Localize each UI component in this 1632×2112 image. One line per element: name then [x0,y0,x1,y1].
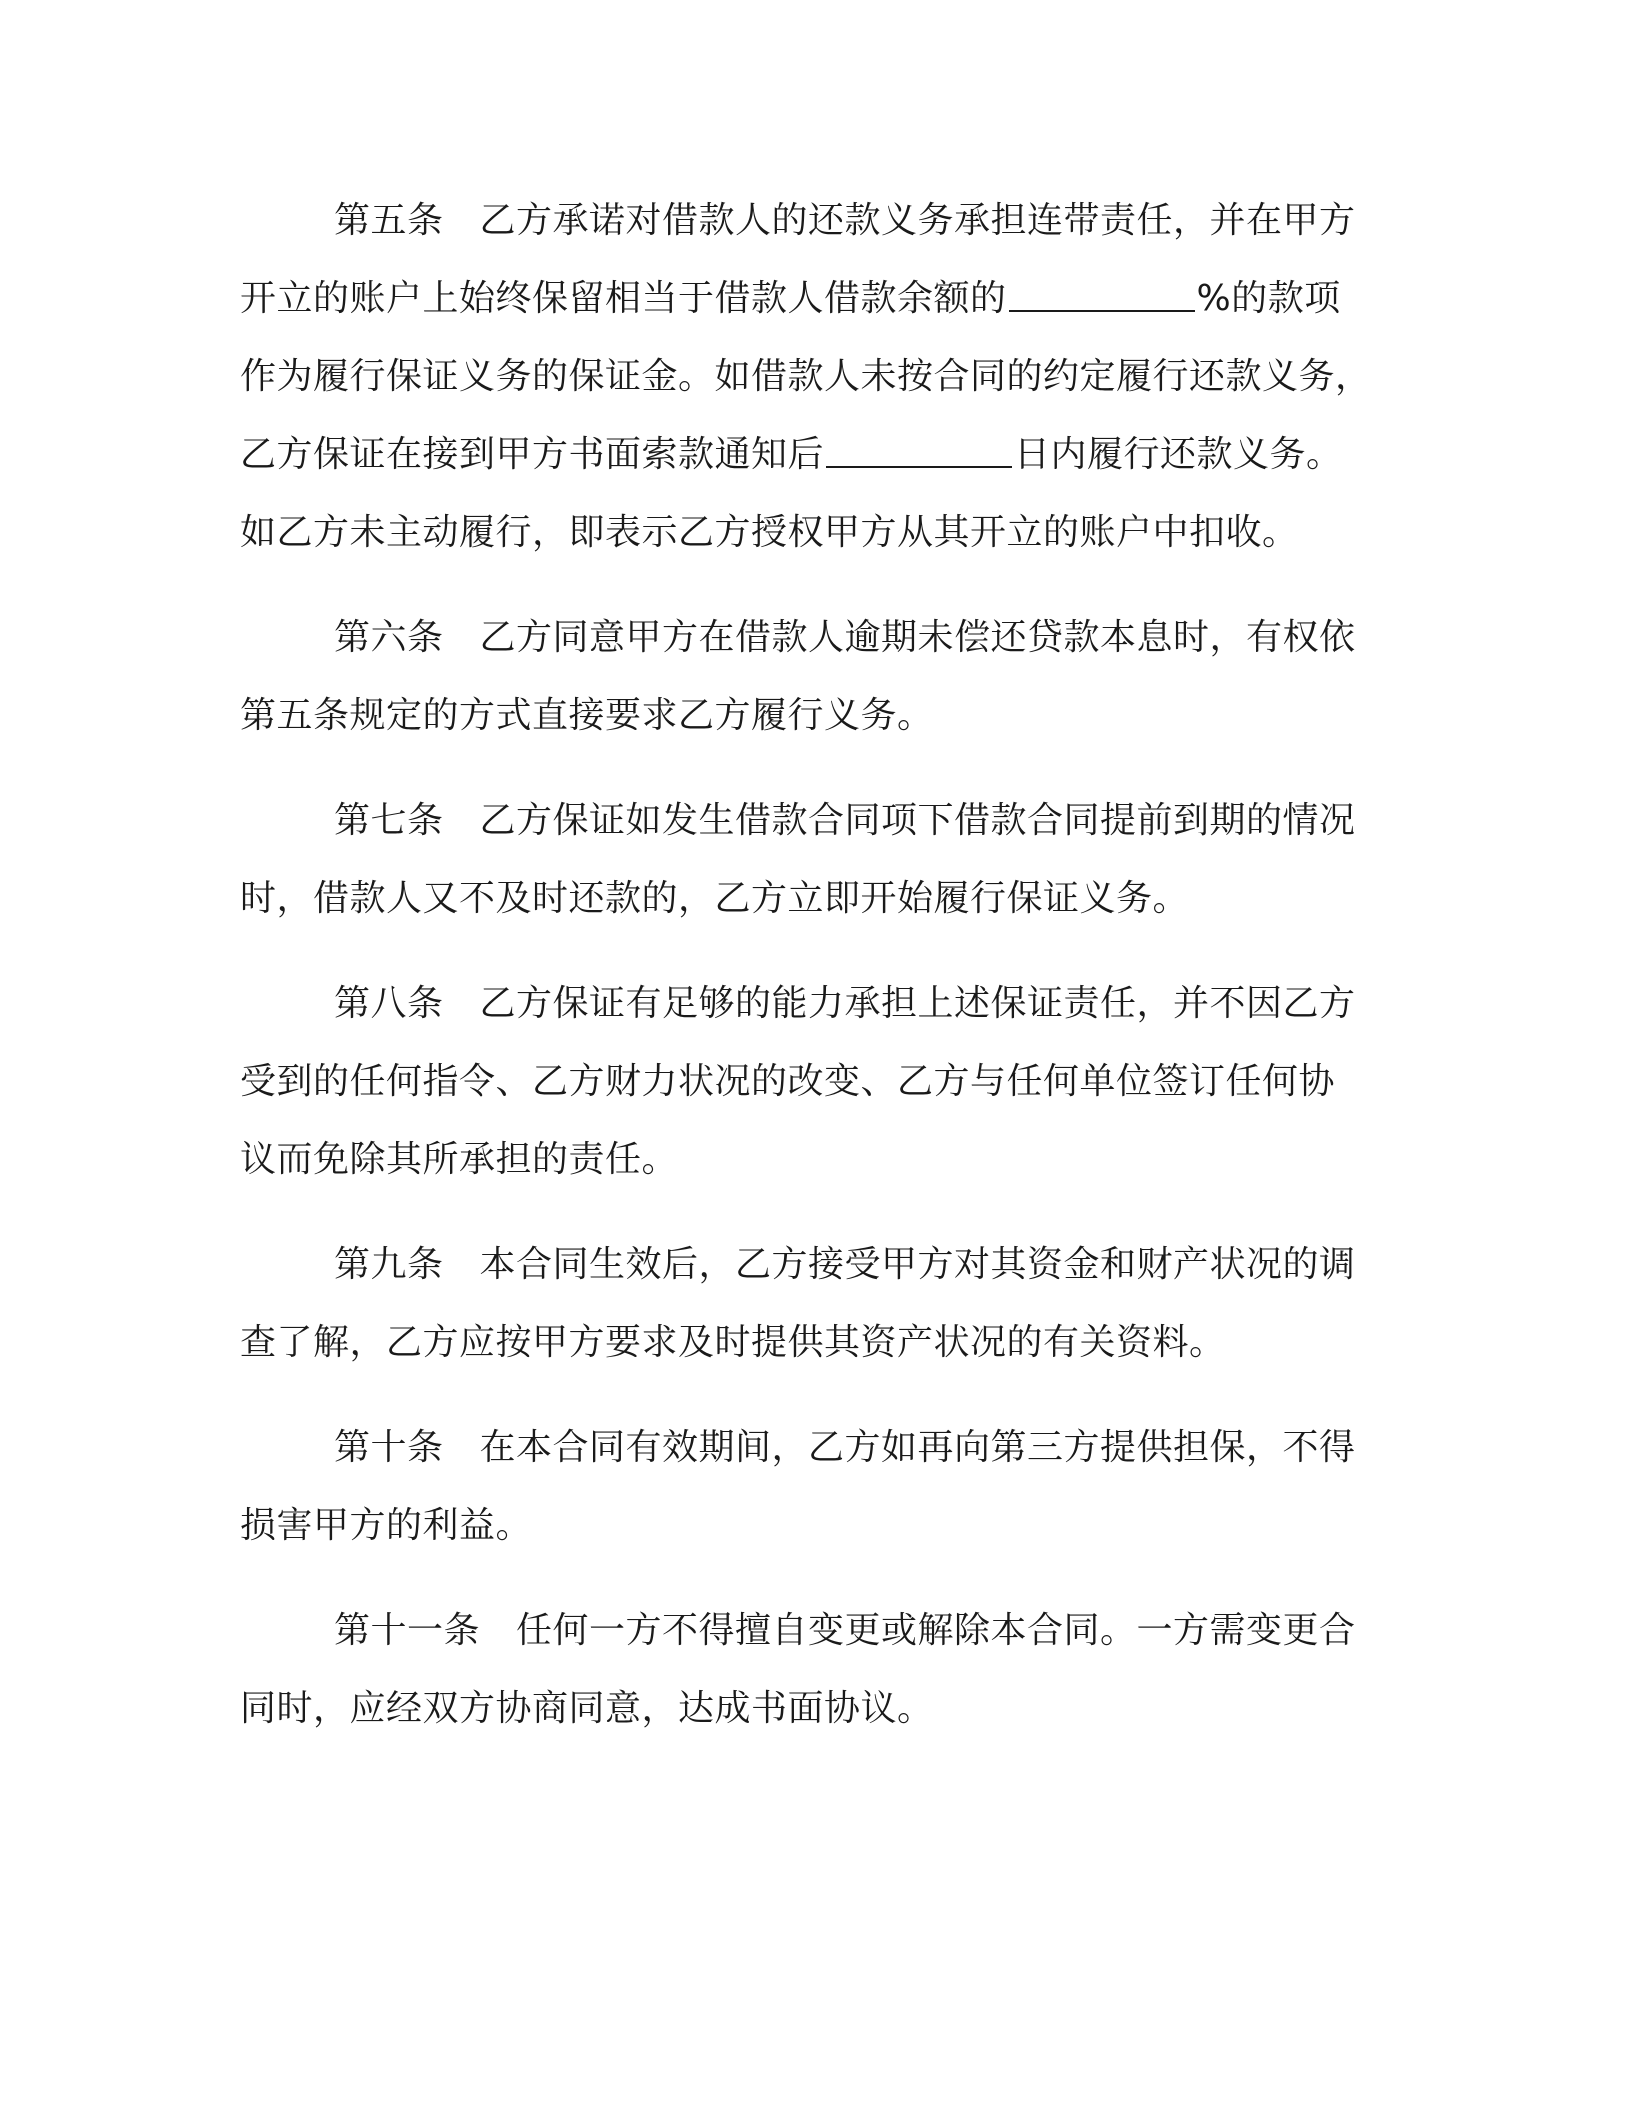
article-text: 乙方承诺对借款人的还款义务承担连带责任，并在甲方 [479,200,1356,241]
article-first-line [240,1226,1390,1304]
fill-in-blank [1009,280,1195,312]
paragraph-gap [240,938,1390,965]
article-11 [240,1592,1390,1748]
article-5 [240,182,1390,572]
article-7 [240,782,1390,938]
article-label: 第五条 [334,200,444,241]
article-text: 本合同生效后，乙方接受甲方对其资金和财产状况的调 [479,1244,1356,1285]
article-line: 查了解，乙方应按甲方要求及时提供其资产状况的有关资料。 [240,1322,1226,1363]
article-line: 受到的任何指令、乙方财力状况的改变、乙方与任何单位签订任何协 [240,1061,1336,1102]
article-first-line [240,782,1390,860]
article-6 [240,599,1390,755]
paragraph-gap [240,1382,1390,1409]
contract-body [240,182,1390,1748]
article-first-line [240,1592,1390,1670]
article-text: 乙方保证有足够的能力承担上述保证责任，并不因乙方 [479,983,1356,1024]
article-text: 乙方保证如发生借款合同项下借款合同提前到期的情况 [479,800,1356,841]
paragraph-gap [240,572,1390,599]
article-text: 乙方同意甲方在借款人逾期未偿还贷款本息时，有权依 [479,617,1356,658]
paragraph-gap [240,1565,1390,1592]
article-label: 第七条 [334,800,444,841]
article-text: 开立的账户上始终保留相当于借款人借款余额的 [240,278,1007,319]
article-line: 作为履行保证义务的保证金。如借款人未按合同的约定履行还款义务， [240,356,1372,397]
article-line: 如乙方未主动履行，即表示乙方授权甲方从其开立的账户中扣收。 [240,512,1299,553]
article-line: 同时，应经双方协商同意，达成书面协议。 [240,1688,934,1729]
article-first-line [240,965,1390,1043]
article-line: 时，借款人又不及时还款的，乙方立即开始履行保证义务。 [240,878,1190,919]
article-text: 乙方保证在接到甲方书面索款通知后 [240,434,825,475]
article-line [240,416,1390,494]
article-line: 损害甲方的利益。 [240,1505,533,1546]
article-10 [240,1409,1390,1565]
article-line: 第五条规定的方式直接要求乙方履行义务。 [240,695,934,736]
paragraph-gap [240,1199,1390,1226]
article-label: 第八条 [334,983,444,1024]
article-label: 第九条 [334,1244,444,1285]
article-8 [240,965,1390,1199]
article-label: 第六条 [334,617,444,658]
fill-in-blank [826,436,1012,468]
article-first-line [240,182,1390,260]
article-first-line [240,599,1390,677]
article-label: 第十条 [334,1427,444,1468]
article-text: 任何一方不得擅自变更或解除本合同。一方需变更合 [516,1610,1356,1651]
article-9 [240,1226,1390,1382]
article-first-line [240,1409,1390,1487]
paragraph-gap [240,755,1390,782]
article-text: 日内履行还款义务。 [1014,434,1343,475]
article-line: 议而免除其所承担的责任。 [240,1139,679,1180]
article-text: 在本合同有效期间，乙方如再向第三方提供担保，不得 [479,1427,1356,1468]
article-text: %的款项 [1196,278,1341,319]
article-label: 第十一条 [334,1610,481,1651]
article-line [240,260,1390,338]
